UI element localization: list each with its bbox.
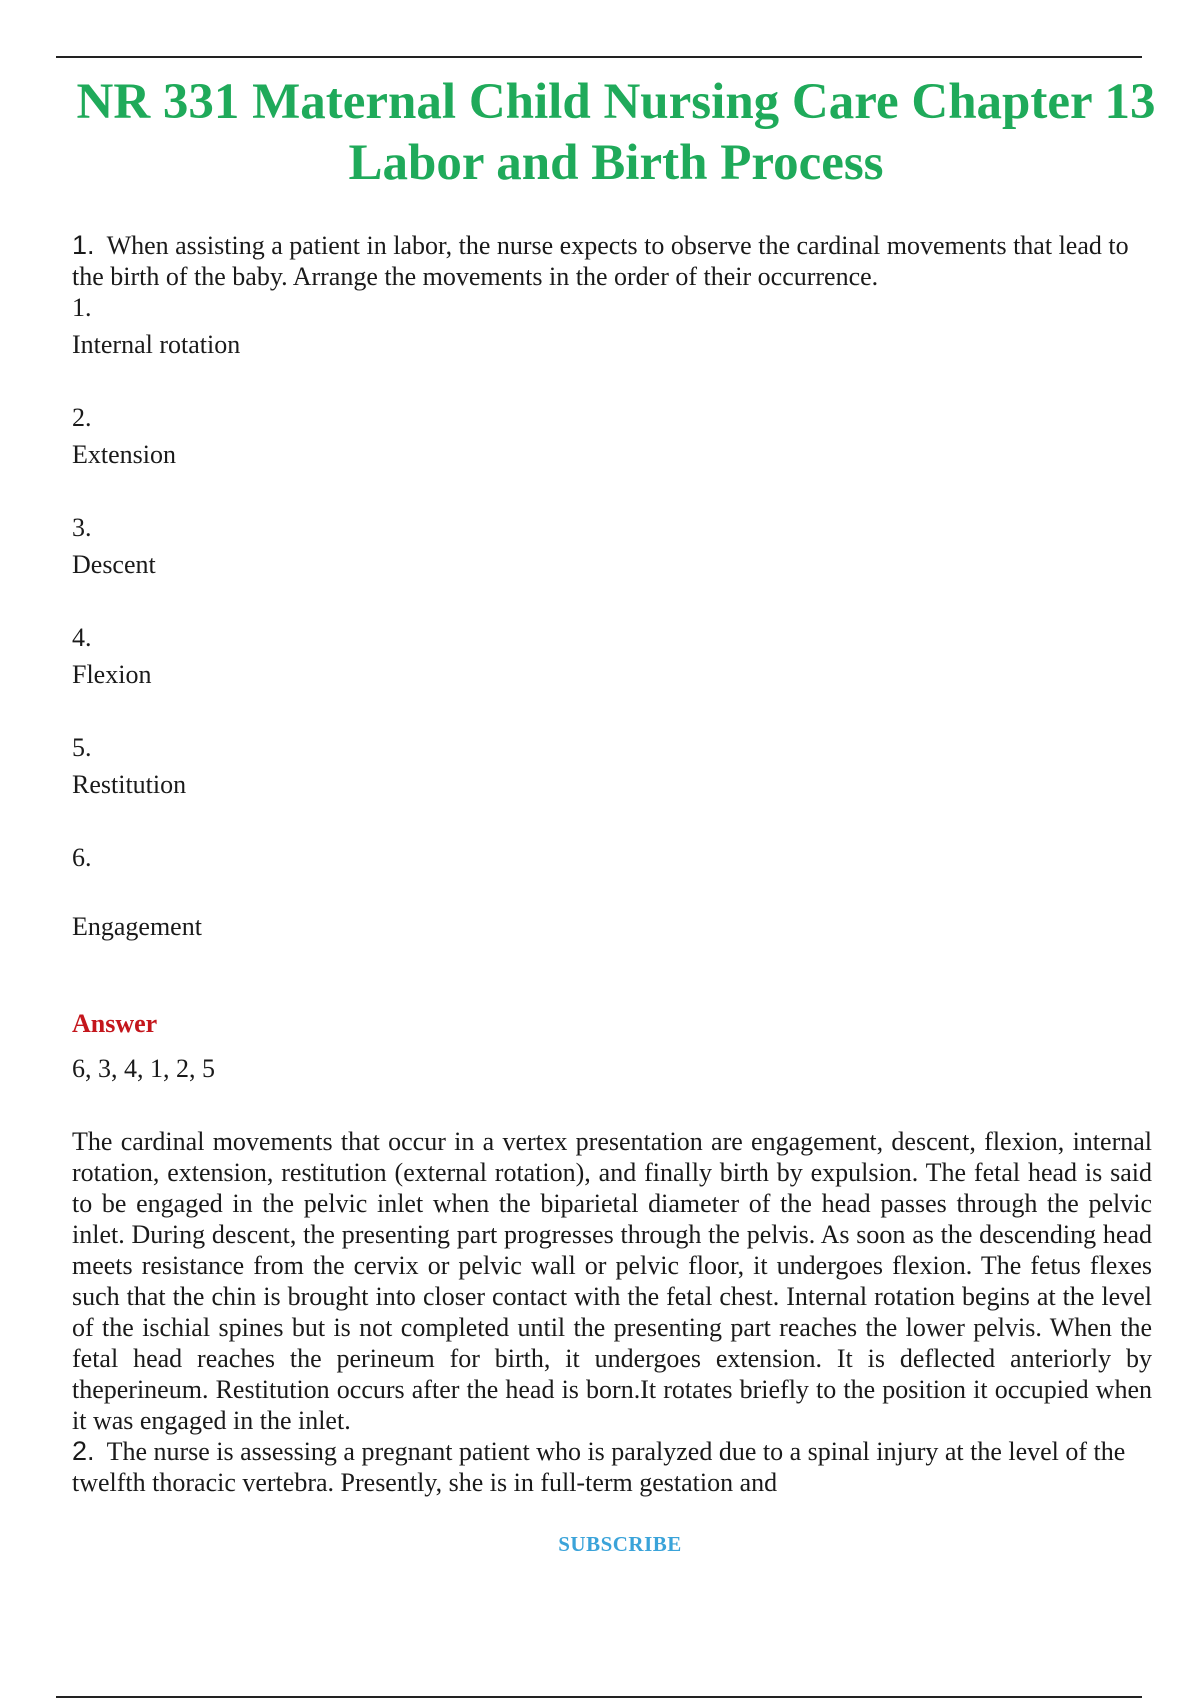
option-item (72, 512, 1152, 580)
subscribe-link[interactable]: SUBSCRIBE (558, 1532, 682, 1556)
question-text: When assisting a patient in labor, the nurse expects to observe the cardinal movements that lead to the birth of the baby. Arrange the movements in the order of their occurrence. (72, 231, 1129, 291)
option-number: 3. (72, 513, 92, 542)
option-number: 2. (72, 403, 92, 432)
option-number: 1. (72, 293, 92, 322)
option-item (72, 292, 1152, 360)
option-number: 4. (72, 623, 92, 652)
document-body (72, 230, 1152, 1498)
question-2 (72, 1436, 1152, 1498)
question-number: 2. (72, 1436, 95, 1466)
question-number: 1. (72, 230, 95, 260)
bottom-rule (56, 1696, 1142, 1698)
option-label: Engagement (72, 912, 202, 941)
option-item (72, 402, 1152, 470)
option-label: Flexion (72, 660, 152, 689)
option-item (72, 842, 1152, 942)
answer-value: 6, 3, 4, 1, 2, 5 (72, 1054, 215, 1083)
page-title: NR 331 Maternal Child Nursing Care Chapter 13 Labor and Birth Process (76, 74, 1156, 191)
top-rule (56, 56, 1142, 58)
answer-explanation: The cardinal movements that occur in a vertex presentation are engagement, descent, flexion, internal rotation, extension, restitution (external rotation), and finally birth by expulsion. The fetal head is said to be engaged in the pelvic inlet when the biparietal diameter of the head passes through the pelvic inlet. During descent, the presenting part progresses through the pelvis. As soon as the descending head meets resistance from the cervix or pelvic wall or pelvic floor, it undergoes flexion. The fetus flexes such that the chin is brought into closer contact with the fetal chest. Internal rotation begins at the level of the ischial spines but is not completed until the presenting part reaches the lower pelvis. When the fetal head reaches the perineum for birth, it undergoes extension. It is deflected anteriorly by theperineum. Restitution occurs after the head is born.It rotates briefly to the position it occupied when it was engaged in the inlet. (72, 1127, 1152, 1435)
option-label: Extension (72, 440, 176, 469)
option-label: Descent (72, 550, 156, 579)
option-label: Restitution (72, 770, 187, 799)
answer-label: Answer (72, 1009, 158, 1038)
option-item (72, 622, 1152, 690)
option-label: Internal rotation (72, 330, 241, 359)
question-text: The nurse is assessing a pregnant patient who is paralyzed due to a spinal injury at the level of the twelfth thoracic vertebra. Presently, she is in full-term gestation and (72, 1437, 1126, 1497)
option-number: 5. (72, 733, 92, 762)
question-1 (72, 230, 1152, 292)
option-number: 6. (72, 843, 92, 872)
option-item (72, 732, 1152, 800)
